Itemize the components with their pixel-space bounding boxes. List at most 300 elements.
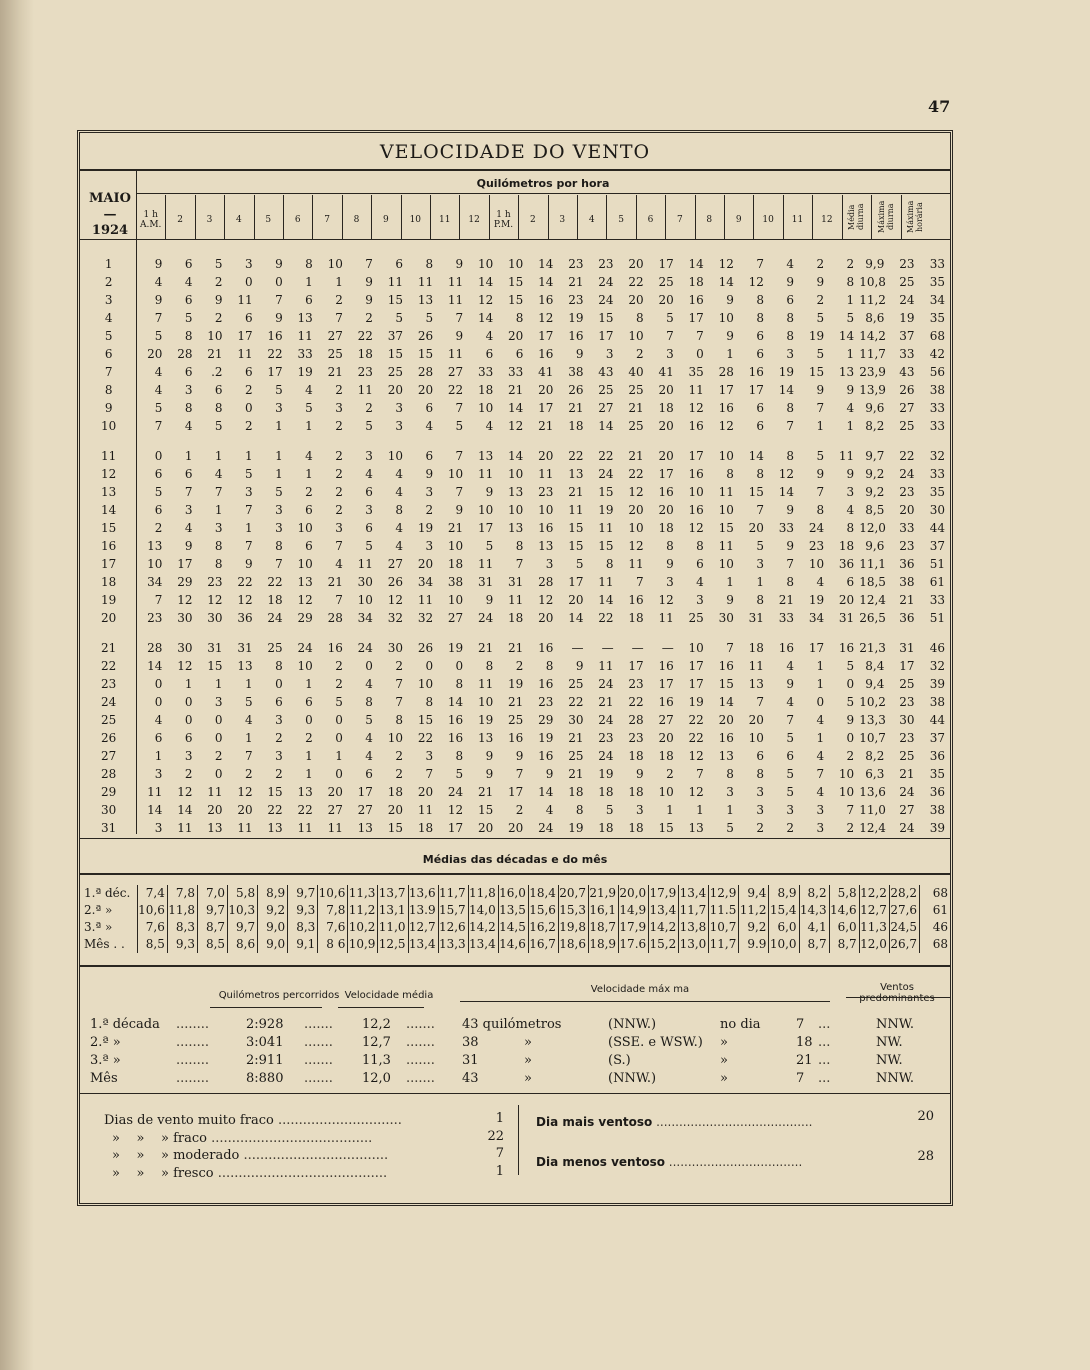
hour-header: 3 [559,215,566,225]
means-value: 8,7 [799,936,829,953]
hour-value: 4 [816,713,825,727]
hour-value: 15 [808,365,825,379]
means-value: 10,6 [137,902,167,919]
hour-value: 6 [786,293,795,307]
max-value: 25 [899,275,915,289]
hour-value: 4 [786,659,795,673]
hour-value: 8 [214,539,223,553]
day-cell: 22 [101,659,117,673]
hour-value: 9 [154,293,163,307]
hour-value: 26 [387,575,404,589]
hour-value: 8 [275,659,283,673]
mean-value: 8,2 [865,749,885,763]
hmax-value: 35 [929,311,945,325]
hour-value: 3 [425,749,434,763]
hour-value: 5 [816,347,825,361]
hour-value: 20 [538,611,554,625]
hour-value: 0 [275,275,283,289]
hour-header: 5 [265,215,272,225]
summary-row: 2.ª » 3:041 12,7 38 (SSE. e WSW.) » 18 NW. » ........ ....... ....... ... [90,1035,903,1050]
means-row [80,936,950,953]
hour-value: 6 [275,695,283,709]
hour-value: 16 [628,593,644,607]
hour-value: 21 [508,641,524,655]
hour-value: 1 [846,293,855,307]
day-cell: 15 [101,521,117,535]
hour-value: 2 [515,803,524,817]
hour-value: 9 [455,503,464,517]
mean-value: 13,9 [859,383,886,397]
means-value: 9,3 [167,936,197,953]
hour-value: 11 [357,383,373,397]
hour-value: 8 [666,539,674,553]
hour-value: 15 [477,803,494,817]
hour-value: 24 [598,713,614,727]
hour-value: 12 [237,785,253,799]
hour-value: 20 [658,503,674,517]
hour-value: 12 [177,659,193,673]
hour-value: 10 [508,467,524,481]
when-value: » [720,1053,728,1068]
table-row [80,573,950,591]
hour-value: 5 [365,419,373,433]
hour-value: 6 [365,485,373,499]
max-value: 38 [899,575,915,589]
hour-value: 5 [365,539,373,553]
hour-value: 23 [357,365,373,379]
hour-value: 4 [244,713,253,727]
hour-value: 19 [538,731,554,745]
hour-value: 8 [455,677,464,691]
hour-value: 19 [477,713,494,727]
hour-value: 14 [447,695,464,709]
hour-value: 1 [816,731,825,745]
hour-value: 36 [838,557,855,571]
hour-value: 10 [447,539,464,553]
table-row [80,483,950,501]
day-value: 21 [796,1053,813,1068]
hour-value: 11 [447,293,464,307]
day-cell: 20 [101,611,117,625]
hour-value: 8 [395,713,404,727]
hour-value: 2 [846,749,855,763]
hour-value: 21 [508,695,524,709]
hour-value: 24 [447,785,464,799]
means-value: 14,6 [498,936,528,953]
hour-value: 3 [846,485,855,499]
hour-value: 16 [568,329,584,343]
hour-value: 8 [305,257,313,271]
hour-value: 9 [786,677,795,691]
hour-value: 33 [477,365,494,379]
summary-label: 2.ª » [90,1035,121,1050]
mean-value: 8,6 [865,311,885,325]
hour-value: 21 [568,401,584,415]
hmax-value: 37 [929,731,945,745]
hour-value: 2 [636,347,644,361]
max-value: 43 [462,1071,479,1086]
means-value: 14,5 [498,919,528,936]
day-cell: 6 [104,347,113,361]
hour-value: 25 [688,611,704,625]
hour-header: 8 [706,215,713,225]
km-value: 2:928 [246,1017,284,1032]
mean-value: 12,4 [859,821,886,835]
hour-value: 15 [267,785,283,799]
hour-value: 7 [786,557,795,571]
day-value: 18 [796,1035,813,1050]
hour-value: 3 [545,557,554,571]
day-cell: 24 [101,695,117,709]
hour-value: 12 [237,593,253,607]
hour-value: 0 [335,713,343,727]
hour-value: 24 [598,293,614,307]
hour-value: 9 [244,557,253,571]
hour-value: 4 [816,575,825,589]
means-row [80,919,950,936]
hour-value: 6 [244,365,253,379]
hour-value: 17 [267,365,283,379]
hour-value: 4 [365,677,373,691]
hour-value: 16 [538,749,554,763]
hour-value: 12 [538,311,554,325]
mean-value: 6,3 [865,767,885,781]
hour-value: 20 [207,803,223,817]
hmax-value: 35 [929,275,945,289]
hour-value: 3 [275,713,283,727]
hour-value: 3 [395,419,404,433]
hour-value: 15 [417,347,434,361]
hour-value: 22 [357,329,373,343]
hour-value: 6 [365,521,373,535]
hour-value: 4 [154,383,163,397]
max-value: 23 [899,695,915,709]
hour-value: 8 [425,257,434,271]
hour-value: 5 [846,659,855,673]
hour-value: 2 [335,485,343,499]
hour-value: 8 [726,467,734,481]
hour-value: 22 [267,575,283,589]
hour-value: 2 [244,419,253,433]
hour-value: 28 [147,641,163,655]
title-rule [80,169,950,171]
hour-value: 9 [515,749,524,763]
means-value: 8,7 [197,919,227,936]
hour-value: 7 [515,557,524,571]
hour-value: 18 [568,785,584,799]
hour-value: 17 [538,329,554,343]
hour-value: 32 [387,611,404,625]
hour-value: 21 [447,521,464,535]
hour-value: 4 [184,275,193,289]
hour-value: 17 [748,383,764,397]
hour-value: 23 [598,731,614,745]
hour-value: 18 [658,521,674,535]
hour-value: 7 [365,257,373,271]
hour-value: 4 [305,449,313,463]
hour-value: 34 [808,611,825,625]
means-value: 28,2 [889,885,919,902]
hour-value: 9 [786,539,795,553]
hour-value: 4 [154,365,163,379]
means-value: 11.5 [709,902,739,919]
hour-value: 1 [244,521,253,535]
hour-value: 21 [327,575,343,589]
hour-value: 5 [244,467,253,481]
hour-value: 17 [808,641,825,655]
hour-value: 11 [568,503,584,517]
hour-value: 6 [756,329,764,343]
hour-value: 3 [605,347,614,361]
hour-value: 9 [425,467,434,481]
medias-title: Médias das décadas e do mês [422,853,608,866]
hour-value: 12 [748,275,764,289]
max-value: 33 [899,521,915,535]
hour-value: 2 [335,503,343,517]
hour-value: 10 [718,449,734,463]
means-value: 12,6 [438,919,468,936]
hour-value: 1 [846,419,855,433]
hour-value: 7 [816,401,825,415]
hour-value: 20 [658,449,674,463]
hour-value: 8 [846,275,855,289]
hour-value: 6 [756,347,764,361]
means-value: 8,3 [288,919,318,936]
hour-value: 18 [568,419,584,433]
hour-value: 6 [154,731,163,745]
hour-value: 28 [718,365,734,379]
hour-value: 13 [297,575,313,589]
hour-value: 15 [508,293,524,307]
hour-value: 13 [297,785,313,799]
hour-value: 20 [508,329,524,343]
hour-value: 9 [726,329,734,343]
hour-value: 17 [658,467,674,481]
hour-value: 4 [365,749,373,763]
means-value: 6,0 [769,919,799,936]
hour-value: 27 [327,329,343,343]
means-value: 15,6 [528,902,558,919]
month-year-header: MAIO — 1924 [84,191,136,239]
hour-value: 9 [275,311,283,325]
hour-value: 7 [275,557,283,571]
hour-value: 0 [696,347,704,361]
hour-value: 1 [726,803,734,817]
day-cell: 14 [101,503,117,517]
hmax-value: 35 [929,485,945,499]
hour-value: 14 [538,275,554,289]
hour-value: 15 [387,293,404,307]
means-value: 8,9 [769,885,799,902]
hour-value: 25 [628,419,644,433]
means-value: 13,4 [468,936,498,953]
hour-value: 40 [628,365,644,379]
day-cell: 16 [101,539,117,553]
hour-value: 31 [838,611,855,625]
means-value: 7,6 [137,919,167,936]
hour-header: 1 h A.M. [139,210,162,230]
hour-value: 23 [568,293,584,307]
max-value: 31 [462,1053,479,1068]
prev-value: NW. [876,1053,903,1068]
hour-value: 14 [838,329,855,343]
means-value: 9,3 [288,902,318,919]
hour-value: 2 [846,821,855,835]
max-value: 20 [899,503,915,517]
hour-value: 4 [485,419,494,433]
hour-value: 9 [575,659,584,673]
means-value: 11,7 [709,936,739,953]
hour-value: 1 [726,575,734,589]
hour-value: 15 [207,659,223,673]
hour-value: 17 [598,329,614,343]
hour-value: 10 [447,593,464,607]
hour-value: 3 [726,785,734,799]
hour-value: 4 [184,419,193,433]
max-value: 21 [899,767,915,781]
hmax-value: 39 [929,677,945,691]
means-value: 12,5 [378,936,408,953]
hour-value: 0 [305,713,313,727]
hour-value: 3 [275,401,283,415]
means-value: 16,0 [498,885,528,902]
hour-header: 10 [762,215,774,225]
hour-header: 3 [206,215,213,225]
means-value: 10,0 [769,936,799,953]
hour-value: 10 [387,731,404,745]
hour-value: 19 [297,365,313,379]
hour-value: 16 [538,677,554,691]
hour-value: 8 [786,575,795,589]
hour-value: 15 [598,539,614,553]
hour-value: 23 [147,611,163,625]
hour-value: 10 [297,521,313,535]
means-value: 13.9 [408,902,438,919]
hour-value: 20 [658,731,674,745]
max-value: 26 [899,383,915,397]
means-value: 11,8 [468,885,498,902]
hour-value: 1 [275,449,283,463]
hour-value: 10 [297,659,313,673]
when-value: » [720,1071,728,1086]
hour-value: 8 [395,503,404,517]
dir-value: (S.) [608,1053,631,1068]
hour-value: 1 [154,749,163,763]
hour-value: 0 [425,659,434,673]
hour-value: 22 [688,731,704,745]
vel-value: 12,7 [362,1035,391,1050]
hour-value: 1 [696,803,704,817]
hour-value: 2 [214,749,223,763]
hour-value: 11 [297,821,313,835]
means-value: 18,4 [528,885,558,902]
hour-value: 12 [718,419,734,433]
max-value: 19 [899,311,915,325]
hour-value: 0 [455,659,464,673]
hour-value: 7 [515,767,524,781]
hour-value: 2 [365,401,373,415]
hour-value: 14 [598,419,614,433]
means-value: 14,3 [799,902,829,919]
hour-value: 6 [846,575,855,589]
hour-header: 9 [735,215,742,225]
means-value: 7,6 [318,919,348,936]
hour-value: 14 [508,449,524,463]
hour-value: 11 [387,275,404,289]
stat-header: Máxima diurna [876,200,895,234]
means-value: 10,9 [348,936,378,953]
hour-value: 1 [244,677,253,691]
hour-value: 11 [417,803,434,817]
hour-value: 8 [786,401,795,415]
max-value: 17 [899,659,915,673]
means-value: 16,1 [588,902,618,919]
hour-value: 20 [508,821,524,835]
summary-label: Mês [90,1071,118,1086]
hour-value: 1 [244,449,253,463]
hour-value: 1 [214,449,223,463]
hour-value: 22 [297,803,313,817]
hour-value: 19 [417,521,434,535]
hour-value: 18 [267,593,283,607]
means-value: 8 6 [318,936,348,953]
hour-value: 15 [598,485,614,499]
hour-value: 7 [214,485,223,499]
hour-value: 8 [425,695,434,709]
table-row [80,711,950,729]
means-value: 11,0 [378,919,408,936]
hour-header: 1 h P.M. [493,210,514,230]
hour-value: 18 [688,275,704,289]
table-row [80,591,950,609]
hour-value: 21 [628,401,644,415]
hour-value: 20 [147,347,163,361]
hour-value: 7 [696,767,704,781]
hour-value: 25 [628,383,644,397]
hour-value: 20 [417,785,434,799]
hour-value: 17 [688,311,704,325]
hour-value: 1 [846,347,855,361]
hour-value: 18 [628,821,644,835]
hour-value: 24 [598,275,614,289]
hour-value: 4 [365,731,373,745]
hour-value: 33 [778,611,795,625]
hour-value: 28 [538,575,554,589]
hour-value: 14 [718,275,734,289]
hour-value: 5 [154,329,163,343]
means-value: 11,7 [679,902,709,919]
hour-value: 6 [515,347,524,361]
hour-value: 4 [786,257,795,271]
means-row [80,885,950,902]
hour-value: 20 [658,419,674,433]
hour-value: 7 [335,593,343,607]
hour-value: 18 [417,821,434,835]
hour-value: 17 [688,659,704,673]
table-row [80,465,950,483]
hour-value: 0 [154,677,163,691]
hour-value: 13 [147,539,163,553]
means-value: 15,7 [438,902,468,919]
hour-value: 13 [838,365,855,379]
means-value: 61 [920,902,950,919]
hour-value: 18 [658,401,674,415]
hour-value: 2 [184,767,193,781]
hour-value: 1 [184,449,193,463]
hour-value: 8 [515,311,524,325]
table-row [80,555,950,573]
hour-value: 25 [568,677,584,691]
